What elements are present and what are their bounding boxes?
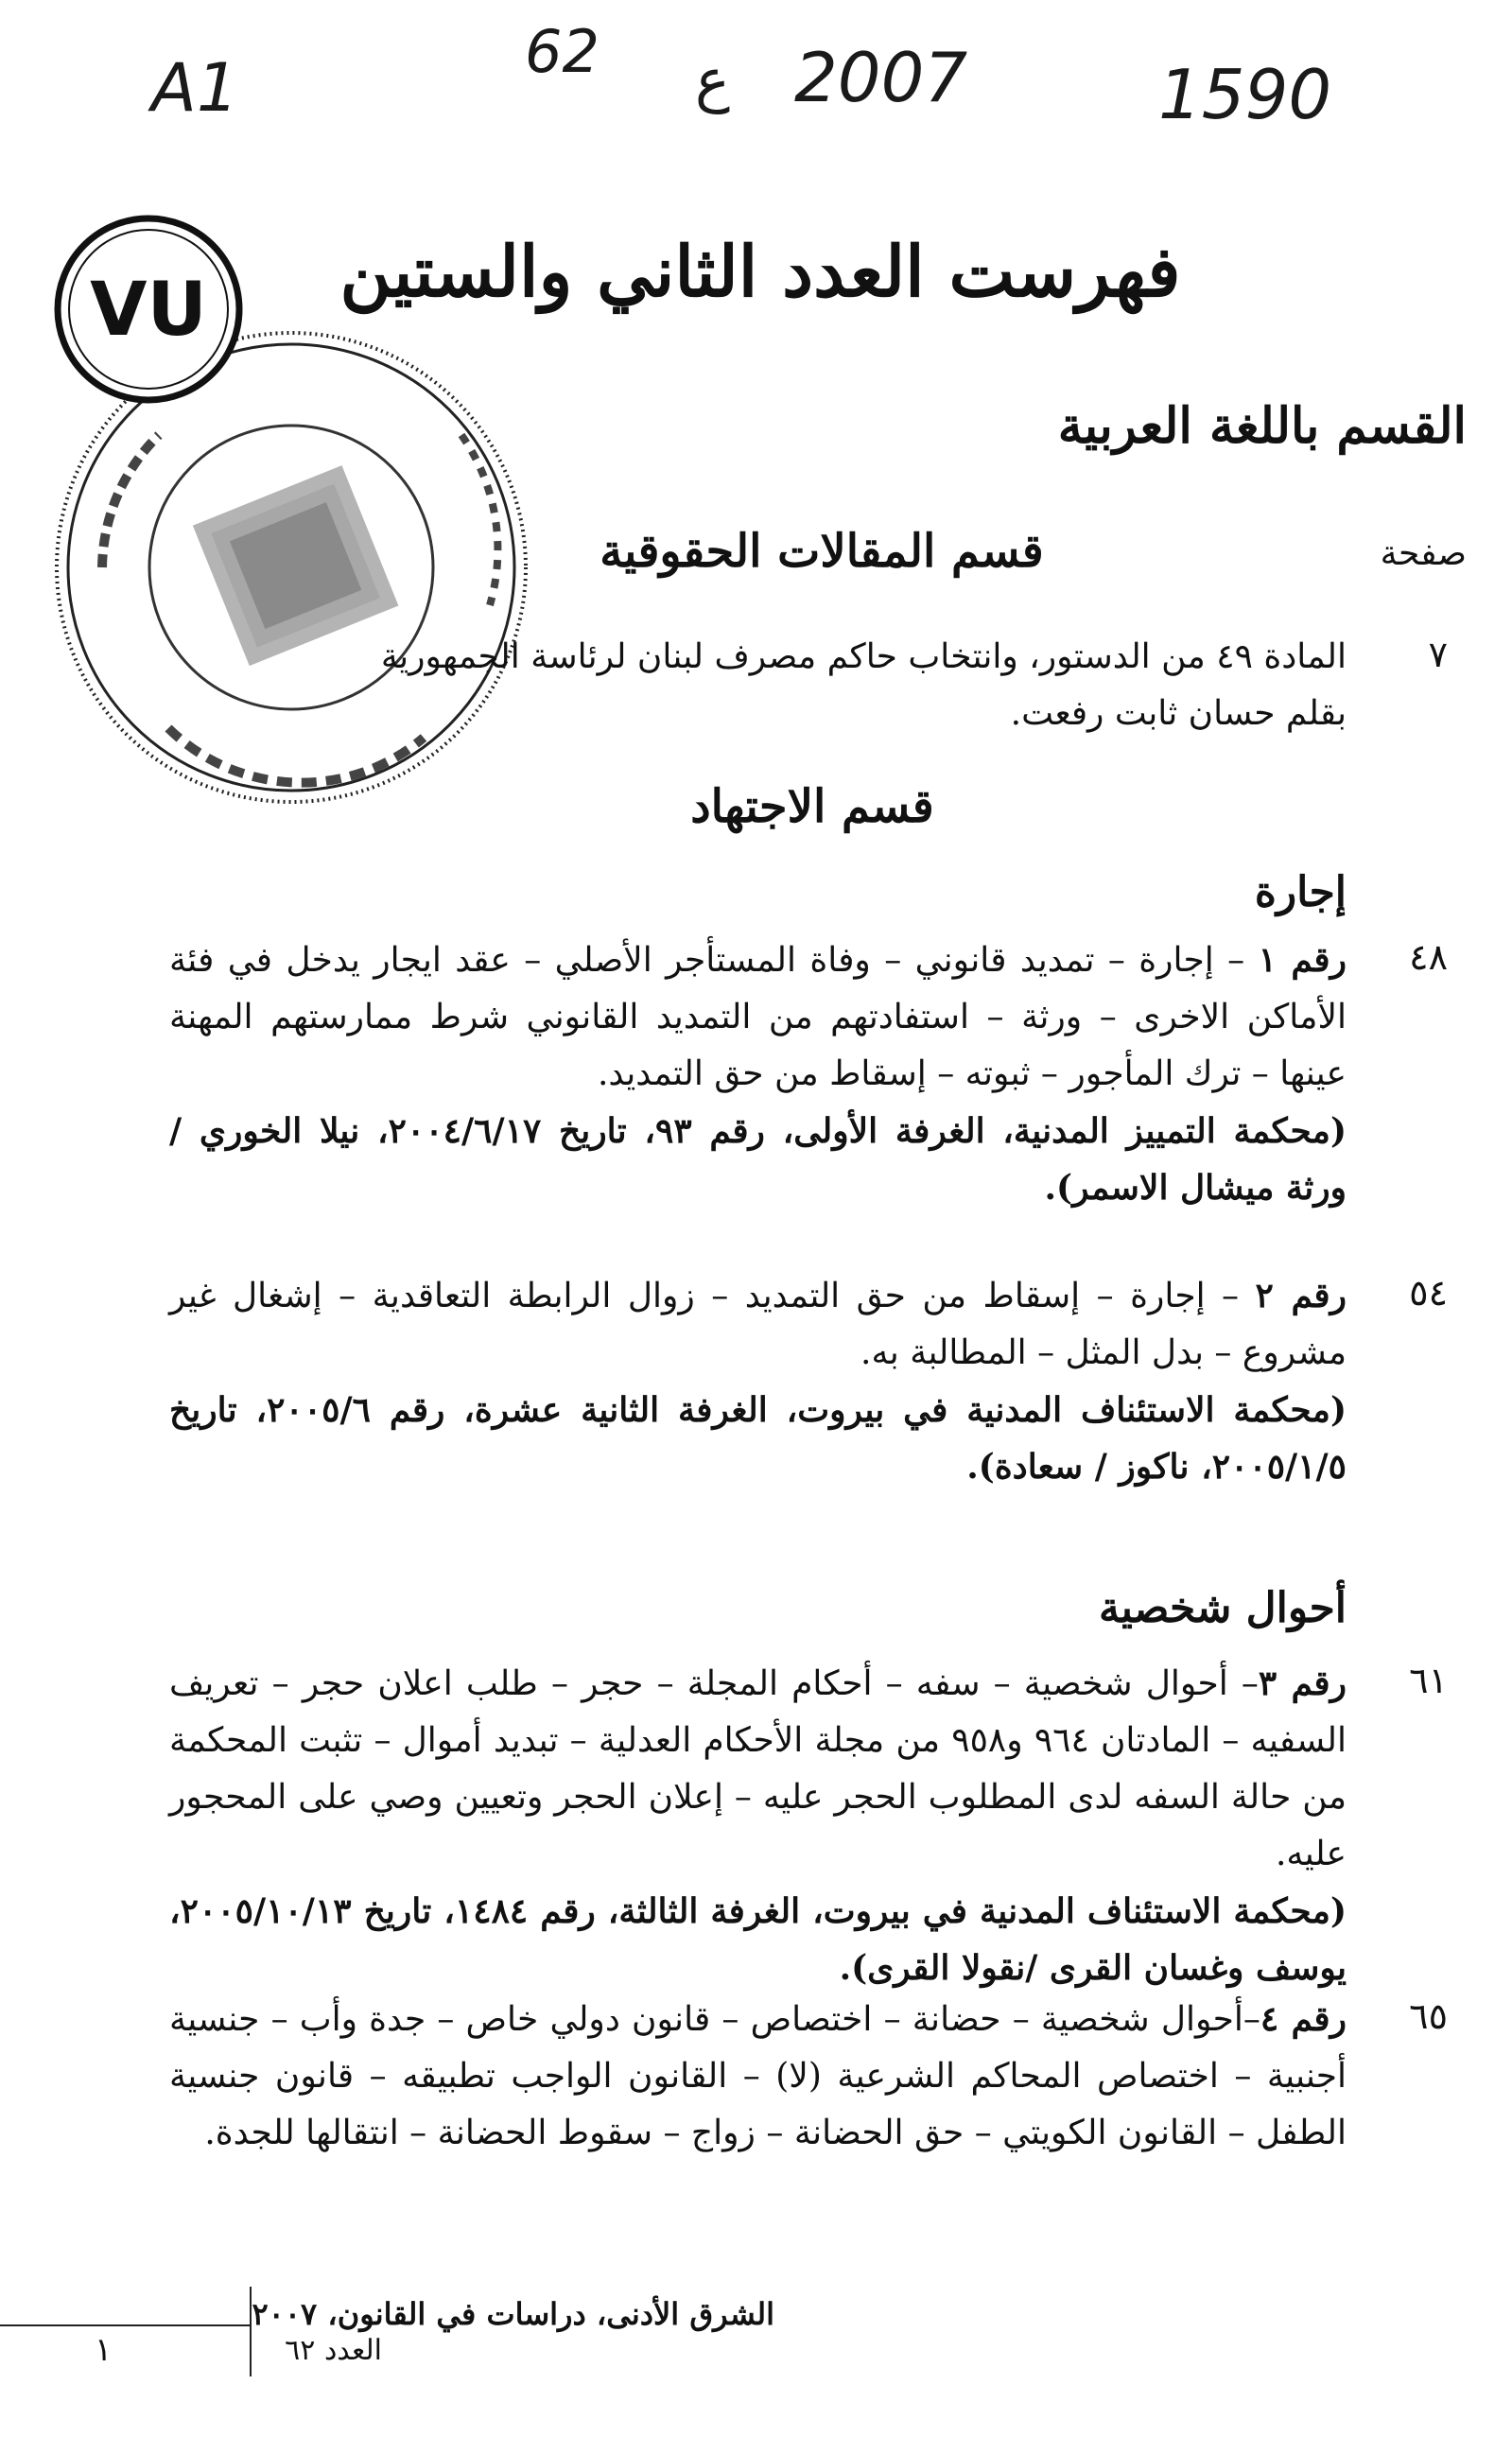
jurisprudence-entry: [169, 1655, 1347, 1996]
footer-page-number: ١: [95, 2331, 113, 2369]
handwritten-year: 2007: [794, 38, 968, 117]
page-column-label: صفحة: [1380, 534, 1467, 573]
footer-divider-vertical: [250, 2287, 252, 2376]
jurisprudence-entry: [169, 1991, 1347, 2162]
entry-number: رقم ٤: [1260, 1999, 1347, 2039]
page-number-entry: ٤٨: [1409, 936, 1448, 978]
handwritten-ain: ع: [695, 45, 730, 114]
footer-divider: [0, 2324, 250, 2326]
page-title: فهرست العدد الثاني والستين: [339, 232, 1181, 313]
entry-number: رقم ١: [1258, 940, 1347, 980]
jurisprudence-entry: [169, 1267, 1347, 1495]
entry-body: – أحوال شخصية – سفه – أحكام المجلة – حجر – طلب اعلان حجر – تعريف السفيه – المادتان ٩٦٤ و٩٥٨ من مجلة الأحكام العدلية – تبديد أموال – تثبت المحكمة من حالة السفه لدى المطلوب الحجر عليه – إعلان الحجر وتعيين وصي على المحجور عليه.: [169, 1664, 1347, 1873]
article-entry: [169, 629, 1347, 742]
entry-body: –أحوال شخصية – حضانة – اختصاص – قانون دولي خاص – جدة وأب – جنسية أجنبية – اختصاص المحاكم الشرعية (لا) – القانون الواجب تطبيقه – قانون جنسية الطفل – القانون الكويتي – حق الحضانة – زواج – سقوط الحضانة – انتقالها للجدة.: [169, 2000, 1347, 2152]
handwritten-a1: A1: [151, 49, 239, 127]
svg-text:VU: VU: [90, 268, 207, 353]
part-title: القسم باللغة العربية: [1057, 397, 1467, 455]
entry-number: رقم ٢: [1255, 1276, 1347, 1315]
entry-number: رقم ٣: [1258, 1663, 1347, 1703]
group-title-personal-status: أحوال شخصية: [1099, 1584, 1347, 1632]
page-number-entry: ٦٥: [1409, 1995, 1448, 2037]
handwritten-issue: 62: [525, 17, 600, 86]
article-author: بقلم حسان ثابت رفعت.: [1010, 694, 1347, 733]
jurisprudence-entry: [169, 931, 1347, 1216]
entry-body: – إجارة – إسقاط من حق التمديد – زوال الرابطة التعاقدية – إشغال غير مشروع – بدل المثل – المطالبة به.: [169, 1277, 1347, 1372]
footer-source: الشرق الأدنى، دراسات في القانون، ٢٠٠٧: [252, 2296, 774, 2332]
handwritten-ref: 1590: [1158, 55, 1332, 134]
footer-issue: العدد ٦٢: [285, 2334, 382, 2367]
page-number-entry: ٥٤: [1409, 1272, 1448, 1314]
page-number-entry: ٧: [1428, 634, 1448, 675]
article-text: المادة ٤٩ من الدستور، وانتخاب حاكم مصرف لبنان لرئاسة الجمهورية: [380, 637, 1347, 676]
entry-reference: (محكمة التمييز المدنية، الغرفة الأولى، رقم ٩٣، تاريخ ٢٠٠٤/٦/١٧، نيلا الخوري / ورثة ميشال الاسمر).: [169, 1111, 1347, 1208]
vu-logo-icon: [49, 210, 248, 409]
jurisprudence-section-heading: قسم الاجتهاد: [690, 780, 934, 833]
entry-reference: (محكمة الاستئناف المدنية في بيروت، الغرفة الثانية عشرة، رقم ٢٠٠٥/٦، تاريخ ٢٠٠٥/١/٥، ناكوز / سعادة).: [169, 1390, 1347, 1487]
articles-section-heading: قسم المقالات الحقوقية: [600, 525, 1044, 578]
page-number-entry: ٦١: [1409, 1660, 1448, 1701]
entry-reference: (محكمة الاستئناف المدنية في بيروت، الغرفة الثالثة، رقم ١٤٨٤، تاريخ ٢٠٠٥/١٠/١٣، يوسف وغسان القرى /نقولا القرى).: [169, 1891, 1347, 1988]
group-title-ijara: إجارة: [1254, 868, 1347, 916]
entry-body: – إجارة – تمديد قانوني – وفاة المستأجر الأصلي – عقد ايجار يدخل في فئة الأماكن الاخرى – ورثة – استفادتهم من التمديد القانوني شرط ممارستهم المهنة عينها – ترك المأجور – ثبوته – إسقاط من حق التمديد.: [169, 941, 1347, 1093]
